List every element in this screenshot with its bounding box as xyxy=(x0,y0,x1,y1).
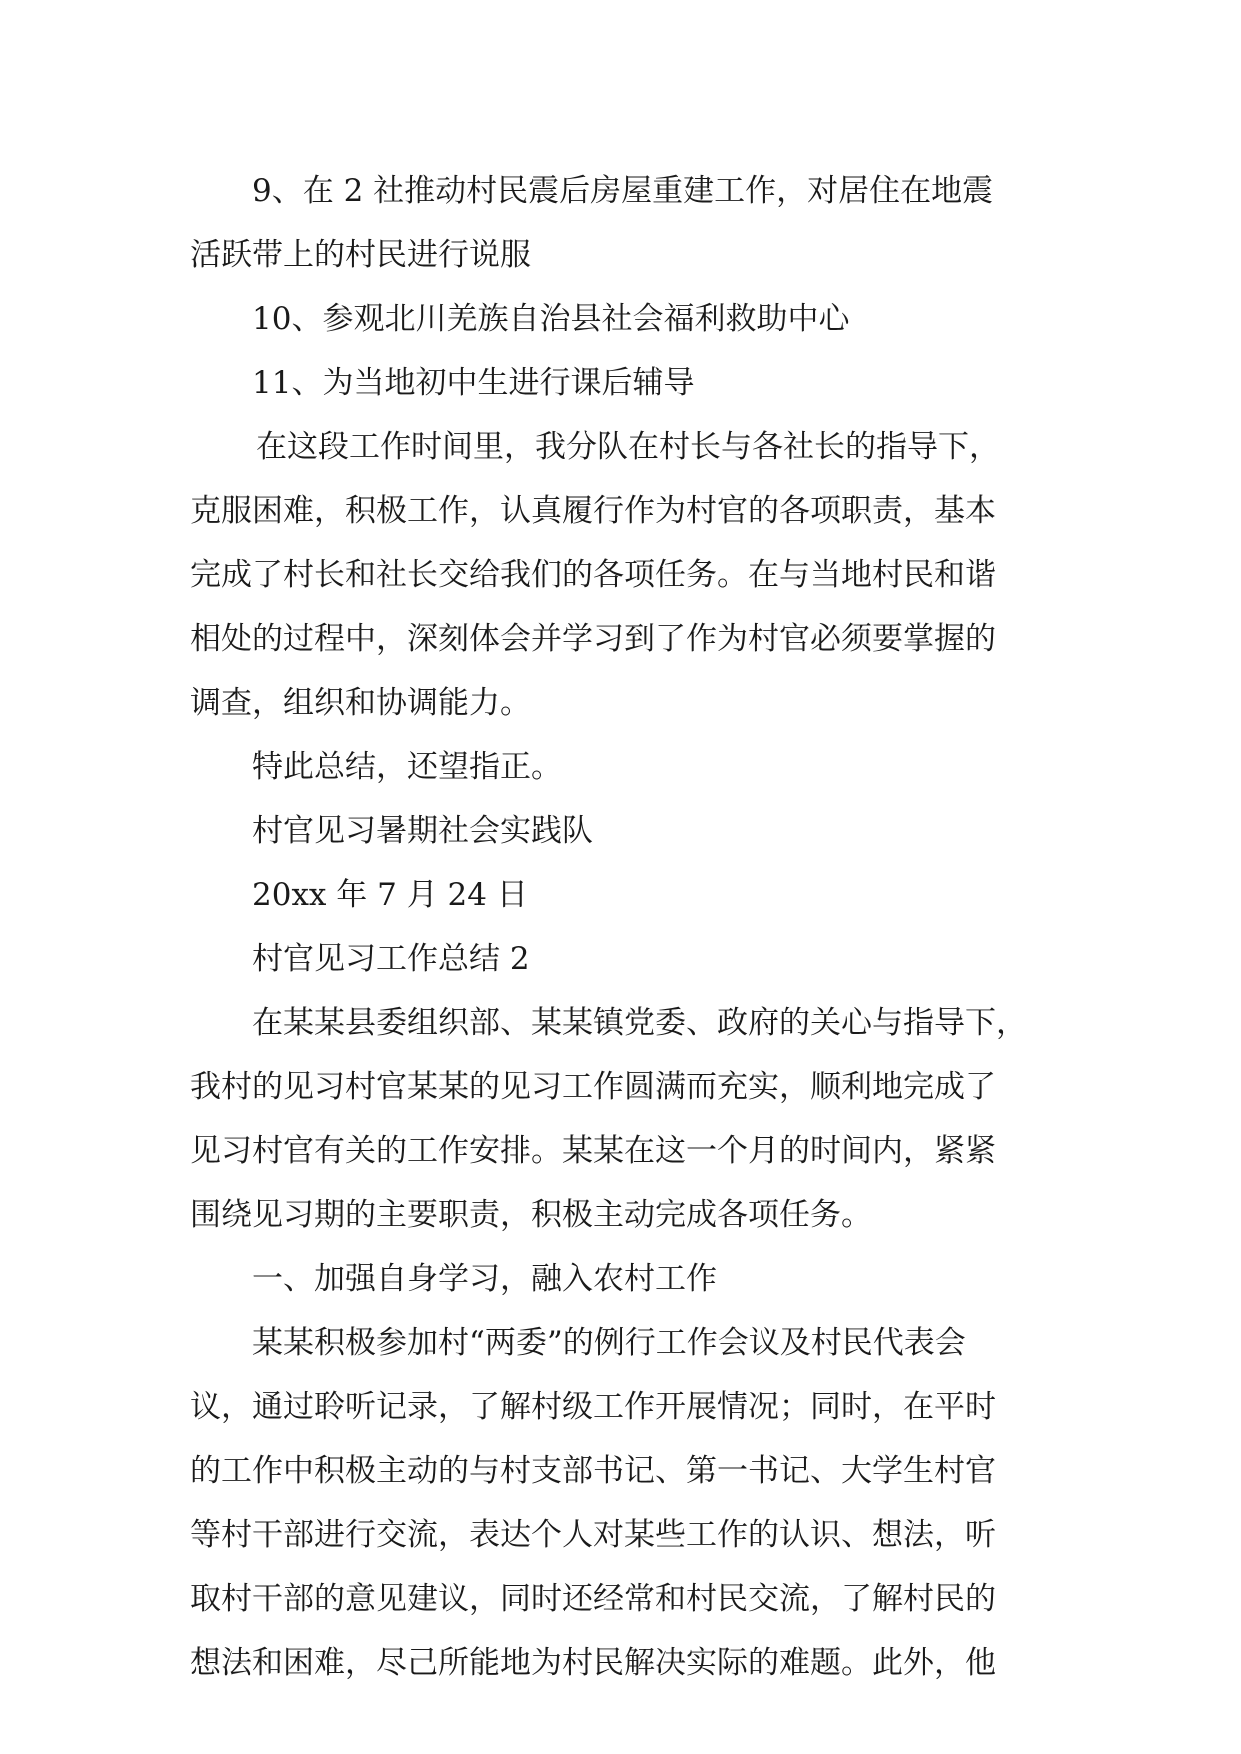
closing-remark: 特此总结，还望指正。 xyxy=(252,749,562,785)
section-title: 村官见习工作总结 2 xyxy=(252,941,530,977)
paragraph-summary-line-1: 在这段工作时间里，我分队在村长与各社长的指导下， xyxy=(256,429,1000,465)
paragraph-summary-line-3: 完成了村长和社长交给我们的各项任务。在与当地村民和谐 xyxy=(190,557,996,593)
list-item-11: 11、为当地初中生进行课后辅导 xyxy=(252,365,695,401)
paragraph-study-line-5: 取村干部的意见建议，同时还经常和村民交流，了解村民的 xyxy=(190,1581,996,1617)
list-item-10: 10、参观北川羌族自治县社会福利救助中心 xyxy=(252,301,850,337)
paragraph-summary-line-5: 调查，组织和协调能力。 xyxy=(190,685,531,721)
paragraph-intro-line-2: 我村的见习村官某某的见习工作圆满而充实，顺利地完成了 xyxy=(190,1069,996,1105)
paragraph-summary-line-2: 克服困难，积极工作，认真履行作为村官的各项职责，基本 xyxy=(190,493,996,529)
list-item-9-line-2: 活跃带上的村民进行说服 xyxy=(190,237,531,273)
paragraph-study-line-3: 的工作中积极主动的与村支部书记、第一书记、大学生村官 xyxy=(190,1453,996,1489)
subheading-one: 一、加强自身学习，融入农村工作 xyxy=(252,1261,717,1297)
signature-date: 20xx 年 7 月 24 日 xyxy=(252,877,528,913)
paragraph-summary-line-4: 相处的过程中，深刻体会并学习到了作为村官必须要掌握的 xyxy=(190,621,996,657)
paragraph-intro-line-4: 围绕见习期的主要职责，积极主动完成各项任务。 xyxy=(190,1197,872,1233)
paragraph-study-line-2: 议，通过聆听记录，了解村级工作开展情况；同时，在平时 xyxy=(190,1389,996,1425)
list-item-9-line-1: 9、在 2 社推动村民震后房屋重建工作，对居住在地震 xyxy=(252,173,994,209)
paragraph-intro-line-3: 见习村官有关的工作安排。某某在这一个月的时间内，紧紧 xyxy=(190,1133,996,1169)
paragraph-intro-line-1: 在某某县委组织部、某某镇党委、政府的关心与指导下， xyxy=(252,1005,1027,1041)
signature-team: 村官见习暑期社会实践队 xyxy=(252,813,593,849)
paragraph-study-line-1: 某某积极参加村“两委”的例行工作会议及村民代表会 xyxy=(252,1325,966,1361)
paragraph-study-line-4: 等村干部进行交流，表达个人对某些工作的认识、想法，听 xyxy=(190,1517,996,1553)
paragraph-study-line-6: 想法和困难，尽己所能地为村民解决实际的难题。此外，他 xyxy=(190,1645,996,1681)
document-body xyxy=(190,159,1060,1695)
